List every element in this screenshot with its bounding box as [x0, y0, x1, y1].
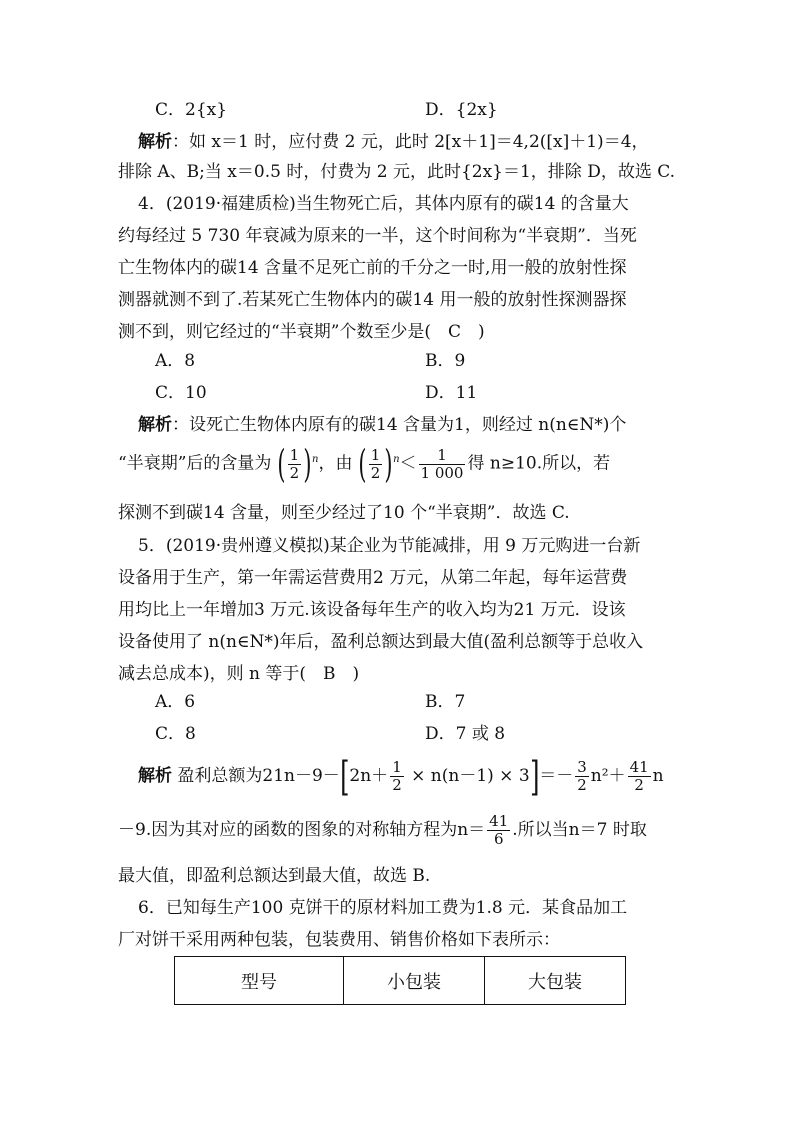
q5-stem-line-2: 设备用于生产，第一年需运营费用2 万元，从第二年起，每年运营费 [118, 568, 628, 588]
fraction-41-sixths: $\frac{41}{6}$ [489, 812, 509, 848]
q4-analysis-line-3: 探测不到碳14 含量，则至少经过了10 个“半衰期”．故选 C. [118, 503, 570, 523]
q4-stem-line-4: 测器就测不到了.若某死亡生物体内的碳14 用一般的放射性探测器探 [118, 290, 627, 310]
q5-stem-line-5: 减去总成本)，则 n 等于( B ) [118, 664, 360, 684]
analysis-label: 解析 [138, 766, 172, 786]
q4-stem-line-2: 约每经过 5 730 年衰减为原来的一半，这个时间称为“半衰期”．当死 [118, 226, 637, 246]
table-header-large-pack: 大包装 [485, 957, 626, 1005]
q6-stem-line-1: 6．已知每生产100 克饼干的原材料加工费为1.8 元．某食品加工 [138, 898, 628, 918]
q5-option-d: D．7 或 8 [425, 724, 506, 744]
q3-option-d: D．{2x} [425, 100, 498, 120]
q5-option-b: B．7 [425, 692, 466, 712]
q4-option-d: D．11 [425, 383, 478, 403]
q4-analysis-line-2: “半衰期”后的含量为 ( $\frac{1}{2}$ )$^n$，由 ( $\frac{1}{2}$ )$^n$＜ $\frac{1}{1 000}$ 得 n≥10.所以，若 [118, 442, 611, 487]
table-header-small-pack: 小包装 [344, 957, 485, 1005]
table-header-model: 型号 [175, 957, 344, 1005]
q4-stem-line-5: 测不到，则它经过的“半衰期”个数至少是( C ) [118, 322, 485, 342]
analysis-label: 解析 [138, 415, 172, 435]
q5-analysis-line-1: 解析 盈利总额为21n－9－[2n＋ $\frac{1}{2}$ × n(n－1) × 3]＝－ $\frac{3}{2}$ n²＋ $\frac{41}{2}$ n [138, 753, 664, 800]
fraction-three-halves: $\frac{3}{2}$ [577, 758, 587, 794]
q5-stem-line-3: 用均比上一年增加3 万元.该设备每年生产的收入均为21 万元．设该 [118, 600, 626, 620]
table-row [175, 957, 626, 1005]
fraction-41-halves: $\frac{41}{2}$ [629, 758, 649, 794]
q4-stem-line-1: 4．(2019·福建质检)当生物死亡后，其体内原有的碳14 的含量大 [138, 194, 629, 214]
fraction-one-half: $\frac{1}{2}$ [289, 445, 300, 482]
q4-option-b: B．9 [425, 351, 466, 371]
q4-analysis-line-1: 解析：设死亡生物体内原有的碳14 含量为1，则经过 n(n∈N*)个 [138, 415, 627, 435]
fraction-one-half: $\frac{1}{2}$ [370, 445, 381, 482]
q5-option-c: C．8 [155, 724, 196, 744]
fraction-one-thousandth: $\frac{1}{1 000}$ [420, 445, 464, 482]
fraction-one-half: $\frac{1}{2}$ [392, 758, 402, 794]
analysis-label: 解析 [138, 132, 172, 152]
q5-stem-line-1: 5．(2019·贵州遵义模拟)某企业为节能减排，用 9 万元购进一台新 [138, 536, 641, 556]
q5-analysis-line-2: －9.因为其对应的函数的图象的对称轴方程为n＝ $\frac{41}{6}$ .所以当n＝7 时取 [118, 812, 647, 848]
q3-analysis-line-2: 排除 A、B;当 x＝0.5 时，付费为 2 元，此时{2x}＝1，排除 D，故选 C. [118, 162, 676, 182]
q3-analysis-line-1: 解析：如 x＝1 时，应付费 2 元，此时 2[x＋1]＝4,2([x]＋1)＝4， [138, 132, 649, 152]
q4-stem-line-3: 亡生物体内的碳14 含量不足死亡前的千分之一时,用一般的放射性探 [118, 258, 627, 278]
q4-option-a: A．8 [155, 351, 196, 371]
q5-analysis-line-3: 最大值，即盈利总额达到最大值，故选 B. [118, 866, 431, 886]
q4-option-c: C．10 [155, 383, 207, 403]
q3-option-c: C．2{x} [155, 100, 228, 120]
q5-option-a: A．6 [155, 692, 196, 712]
packaging-table [174, 956, 626, 1005]
q5-stem-line-4: 设备使用了 n(n∈N*)年后，盈利总额达到最大值(盈利总额等于总收入 [118, 632, 644, 652]
q6-stem-line-2: 厂对饼干采用两种包装，包装费用、销售价格如下表所示： [118, 930, 560, 950]
